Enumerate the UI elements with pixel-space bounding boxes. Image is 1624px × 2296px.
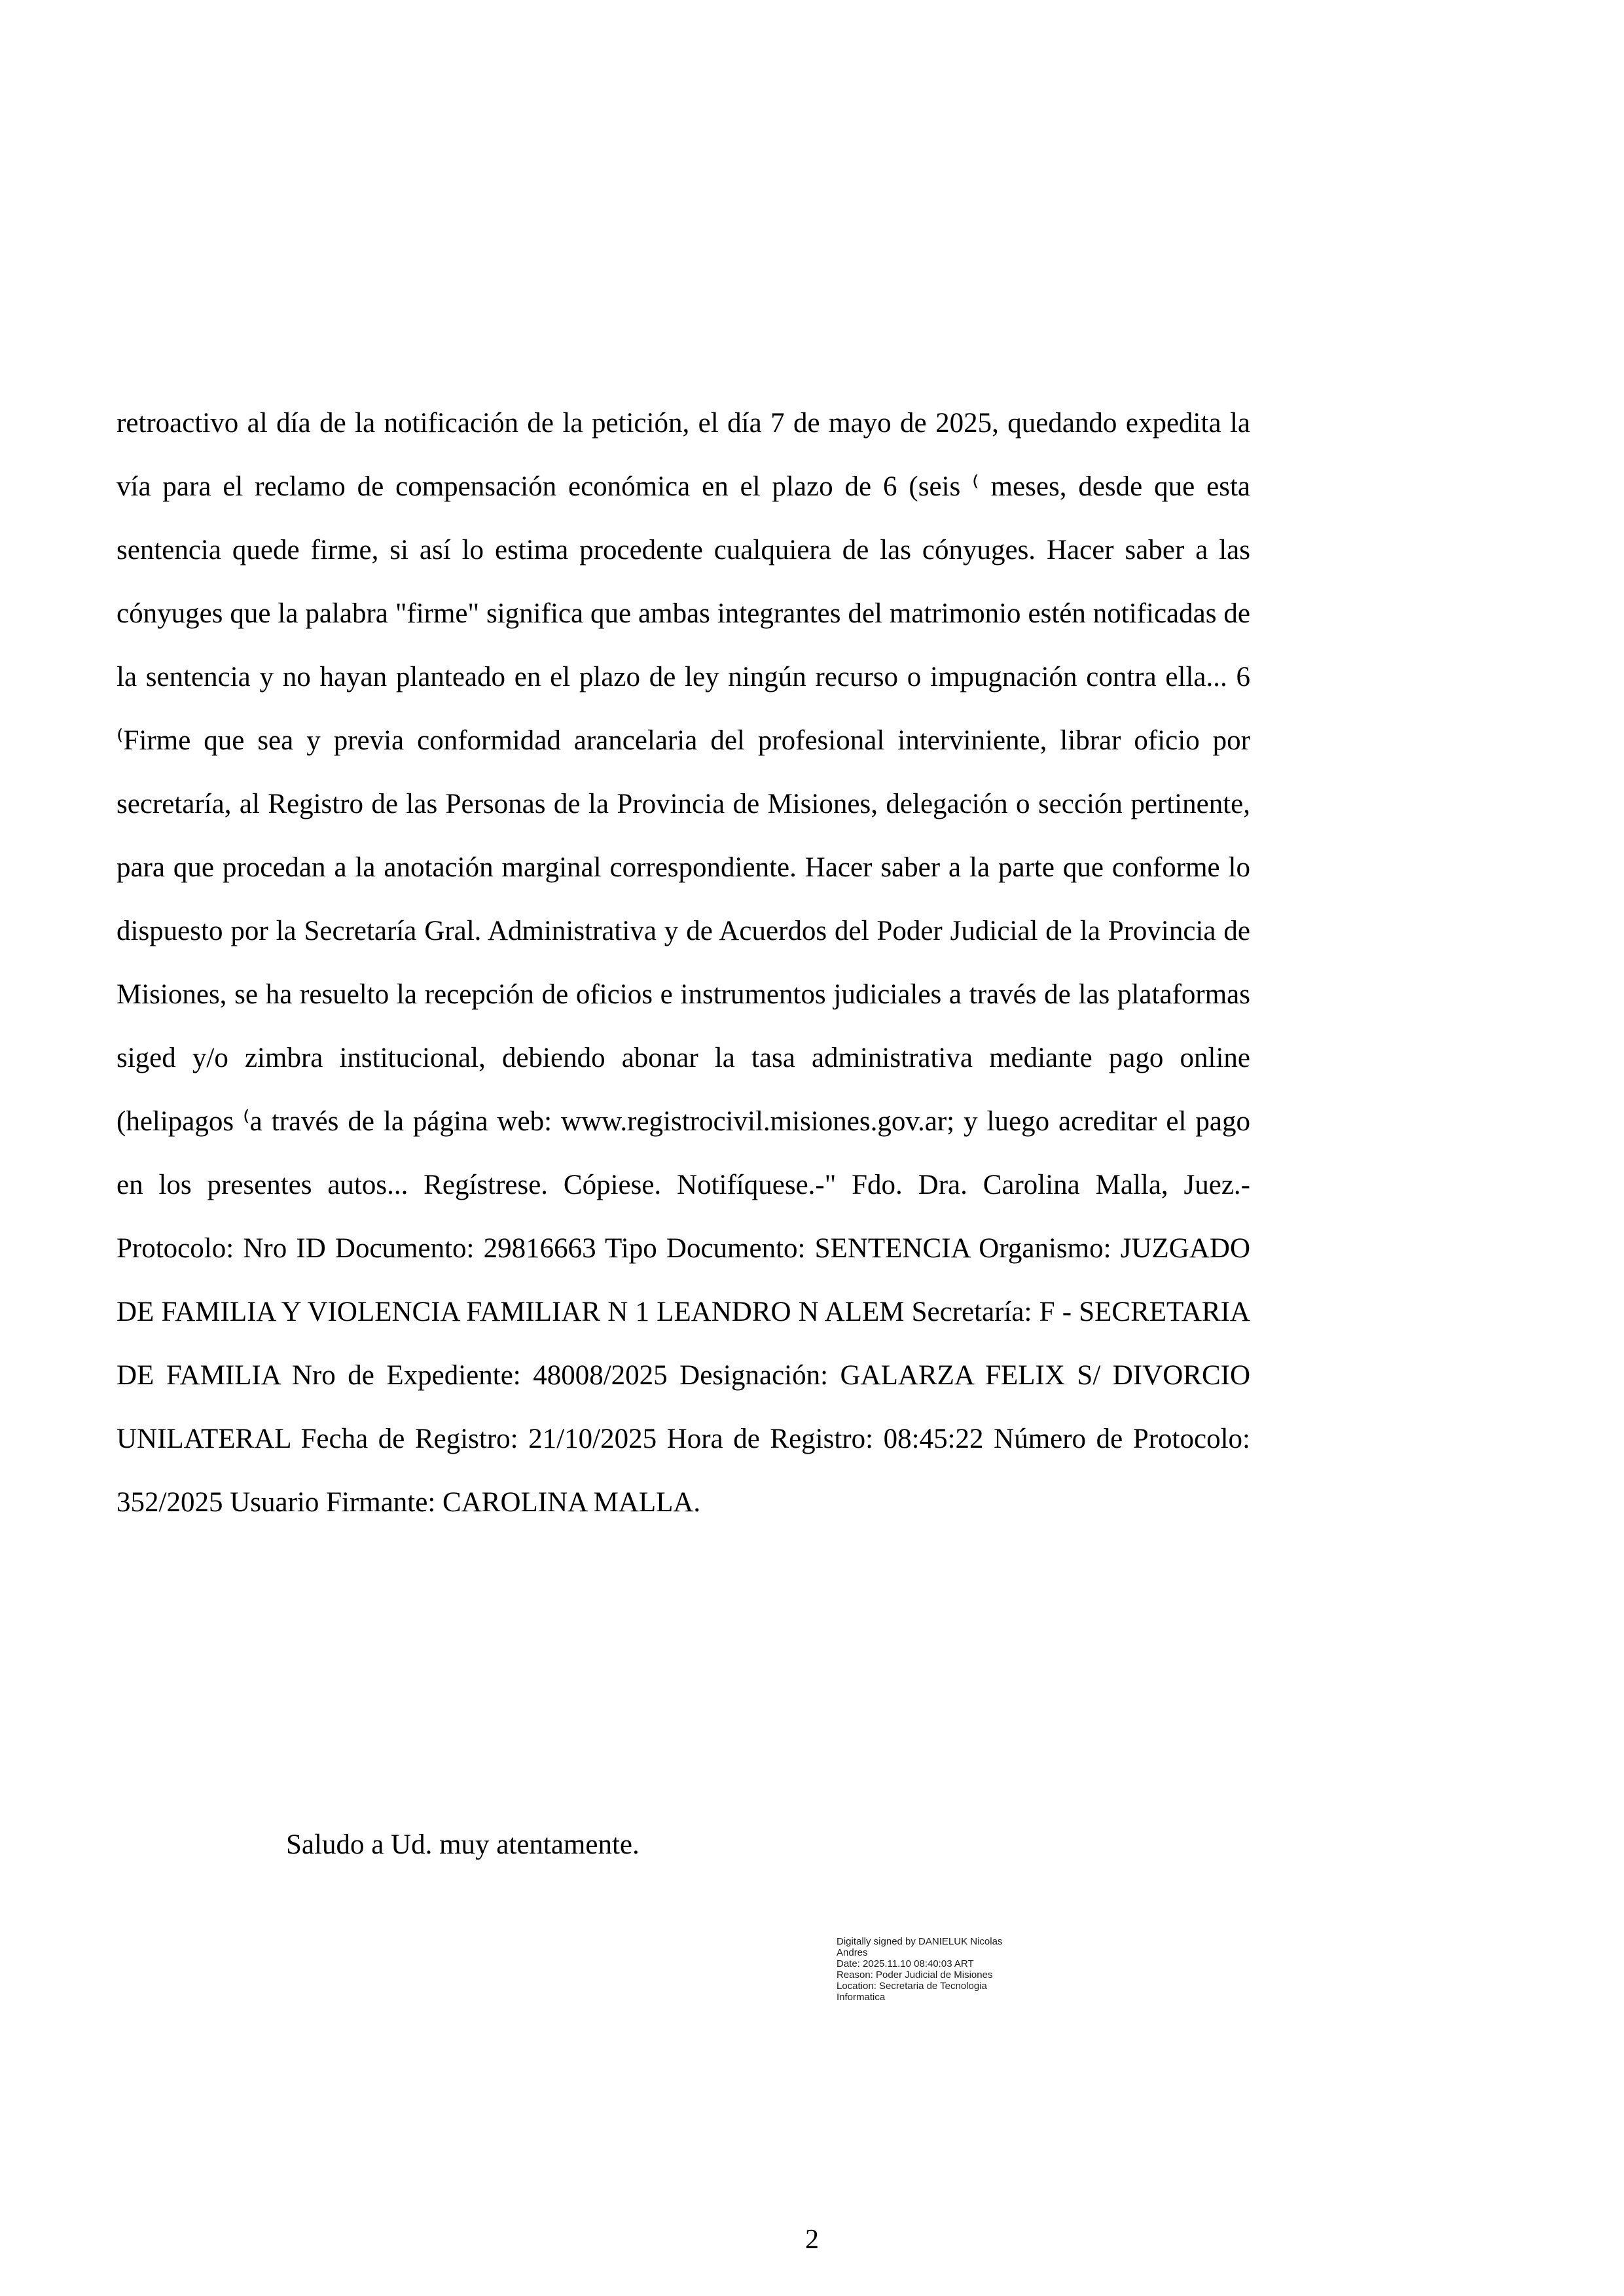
digital-signature-block bbox=[837, 1936, 1053, 2003]
signature-line: Andres bbox=[837, 1947, 868, 1958]
signature-line: Reason: Poder Judicial de Misiones bbox=[837, 1969, 993, 1981]
body-paragraph: retroactivo al día de la notificación de la petición, el día 7 de mayo de 2025, quedando expedita la vía para el reclamo de compensación económica en el plazo de 6 (seis ⁽ meses, desde que esta sentencia quede firme, si así lo estima procedente cualquiera de las cónyuges. Hacer saber a las cónyuges que la palabra "firme" significa que ambas integrantes del matrimonio estén notificadas de la sentencia y no hayan planteado en el plazo de ley ningún recurso o impugnación contra ella... 6 ⁽Firme que sea y previa conformidad arancelaria del profesional interviniente, librar oficio por secretaría, al Registro de las Personas de la Provincia de Misiones, delegación o sección pertinente, para que procedan a la anotación marginal correspondiente. Hacer saber a la parte que conforme lo dispuesto por la Secretaría Gral. Administrativa y de Acuerdos del Poder Judicial de la Provincia de Misiones, se ha resuelto la recepción de oficios e instrumentos judiciales a través de las plataformas siged y/o zimbra institucional, debiendo abonar la tasa administrativa mediante pago online (helipagos ⁽a través de la página web: www.registrocivil.misiones.gov.ar; y luego acreditar el pago en los presentes autos... Regístrese. Cópiese. Notifíquese.-" Fdo. Dra. Carolina Malla, Juez.- Protocolo: Nro ID Documento: 29816663 Tipo Documento: SENTENCIA Organismo: JUZGADO DE FAMILIA Y VIOLENCIA FAMILIAR N 1 LEANDRO N ALEM Secretaría: F - SECRETARIA DE FAMILIA Nro de Expediente: 48008/2025 Designación: GALARZA FELIX S/ DIVORCIO UNILATERAL Fecha de Registro: 21/10/2025 Hora de Registro: 08:45:22 Número de Protocolo: 352/2025 Usuario Firmante: CAROLINA MALLA. bbox=[117, 408, 1250, 1518]
signature-line: Informatica bbox=[837, 1992, 886, 2003]
salutation-text: Saludo a Ud. muy atentamente. bbox=[286, 1829, 640, 1860]
page-number: 2 bbox=[805, 2225, 819, 2255]
signature-line: Location: Secretaria de Tecnologia bbox=[837, 1981, 987, 1992]
signature-line: Digitally signed by DANIELUK Nicolas bbox=[837, 1936, 1003, 1947]
signature-line: Date: 2025.11.10 08:40:03 ART bbox=[837, 1958, 974, 1969]
